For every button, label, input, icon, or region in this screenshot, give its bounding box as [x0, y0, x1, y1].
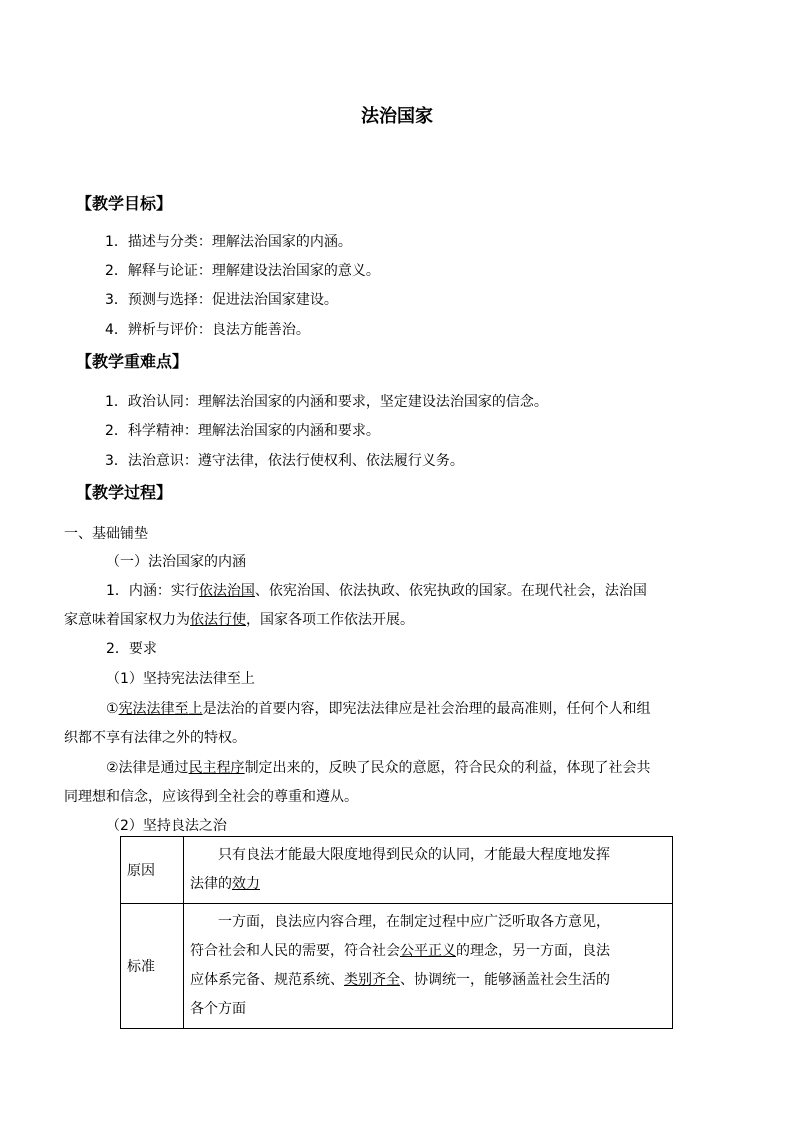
heading-goals: 【教学目标】 — [76, 194, 173, 213]
goal-item-2: 2．解释与论证：理解建设法治国家的意义。 — [105, 263, 380, 279]
text: 家意味着国家权力为 — [64, 612, 190, 628]
underlined-term: 依法治国 — [198, 583, 255, 599]
heading-keypoints: 【教学重难点】 — [76, 352, 189, 371]
paragraph-democracy-line1 — [106, 758, 651, 778]
text: 、依宪治国、依法执政、依宪执政的国家。在现代社会，法治国 — [254, 583, 647, 599]
cell-line — [190, 870, 666, 899]
paragraph-democracy-line2: 同理想和信念，应该得到全社会的尊重和遵从。 — [64, 789, 358, 805]
goal-item-3: 3．预测与选择：促进法治国家建设。 — [105, 292, 338, 308]
goal-item-1: 1．描述与分类：理解法治国家的内涵。 — [105, 234, 352, 250]
table-row-label: 标准 — [121, 904, 184, 1029]
goal-item-4: 4．辨析与评价：良法方能善治。 — [105, 322, 310, 338]
text: 、协调统一，能够涵盖社会生活的 — [400, 972, 610, 988]
text: 的理念，另一方面，良法 — [456, 943, 610, 959]
part-1-heading: 一、基础铺垫 — [64, 526, 148, 542]
cell-line — [190, 966, 666, 995]
table-row-label: 原因 — [121, 837, 184, 904]
text: 制定出来的，反映了民众的意愿，符合民众的利益，体现了社会共 — [244, 760, 651, 776]
page-title: 法治国家 — [361, 106, 433, 127]
text: 是法治的首要内容，即宪法法律应是社会治理的最高准则，任何个人和组 — [202, 701, 651, 717]
cell-line: 各个方面 — [190, 1001, 246, 1017]
heading-process: 【教学过程】 — [76, 483, 173, 502]
keypoint-item-1: 1．政治认同：理解法治国家的内涵和要求，坚定建设法治国家的信念。 — [105, 394, 548, 410]
text: 一方面，良法应内容合理，在制定过程中应广泛听取各方意见， — [218, 914, 610, 930]
table-cell — [184, 904, 673, 1029]
good-law-table — [120, 836, 673, 1029]
cell-line — [190, 937, 666, 966]
requirement-2-heading: （2）坚持良法之治 — [106, 818, 227, 834]
table-row — [121, 837, 673, 904]
table-cell — [184, 837, 673, 904]
text: ① — [106, 701, 119, 717]
underlined-term: 宪法法律至上 — [118, 701, 203, 717]
text: 应体系完备、规范系统、 — [190, 972, 344, 988]
cell-line — [190, 908, 666, 937]
table-row — [121, 904, 673, 1029]
paragraph-connotation-line1 — [106, 581, 647, 601]
paragraph-supremacy-line1 — [106, 699, 651, 719]
underlined-term: 依法行使 — [190, 612, 246, 628]
requirement-1-heading: （1）坚持宪法法律至上 — [106, 671, 255, 687]
keypoint-item-3: 3．法治意识：遵守法律，依法行使权利、依法履行义务。 — [105, 453, 464, 469]
text: 法律的 — [190, 876, 232, 892]
text: 1．内涵：实行 — [106, 583, 199, 599]
text: 符合社会和人民的需要，符合社会 — [190, 943, 400, 959]
paragraph-connotation-line2 — [64, 610, 414, 630]
paragraph-supremacy-line2: 织都不享有法律之外的特权。 — [64, 730, 246, 746]
text: ，国家各项工作依法开展。 — [246, 612, 414, 628]
underlined-term: 效力 — [232, 876, 260, 892]
cell-line — [190, 841, 666, 870]
sub-1-heading: （一）法治国家的内涵 — [106, 554, 246, 570]
underlined-term: 民主程序 — [188, 760, 245, 776]
text: ②法律是通过 — [106, 760, 189, 776]
underlined-term: 类别齐全 — [344, 972, 400, 988]
underlined-term: 公平正义 — [400, 943, 456, 959]
keypoint-item-2: 2．科学精神：理解法治国家的内涵和要求。 — [105, 423, 380, 439]
requirements-heading: 2．要求 — [106, 641, 157, 657]
text: 只有良法才能最大限度地得到民众的认同，才能最大程度地发挥 — [218, 847, 610, 863]
